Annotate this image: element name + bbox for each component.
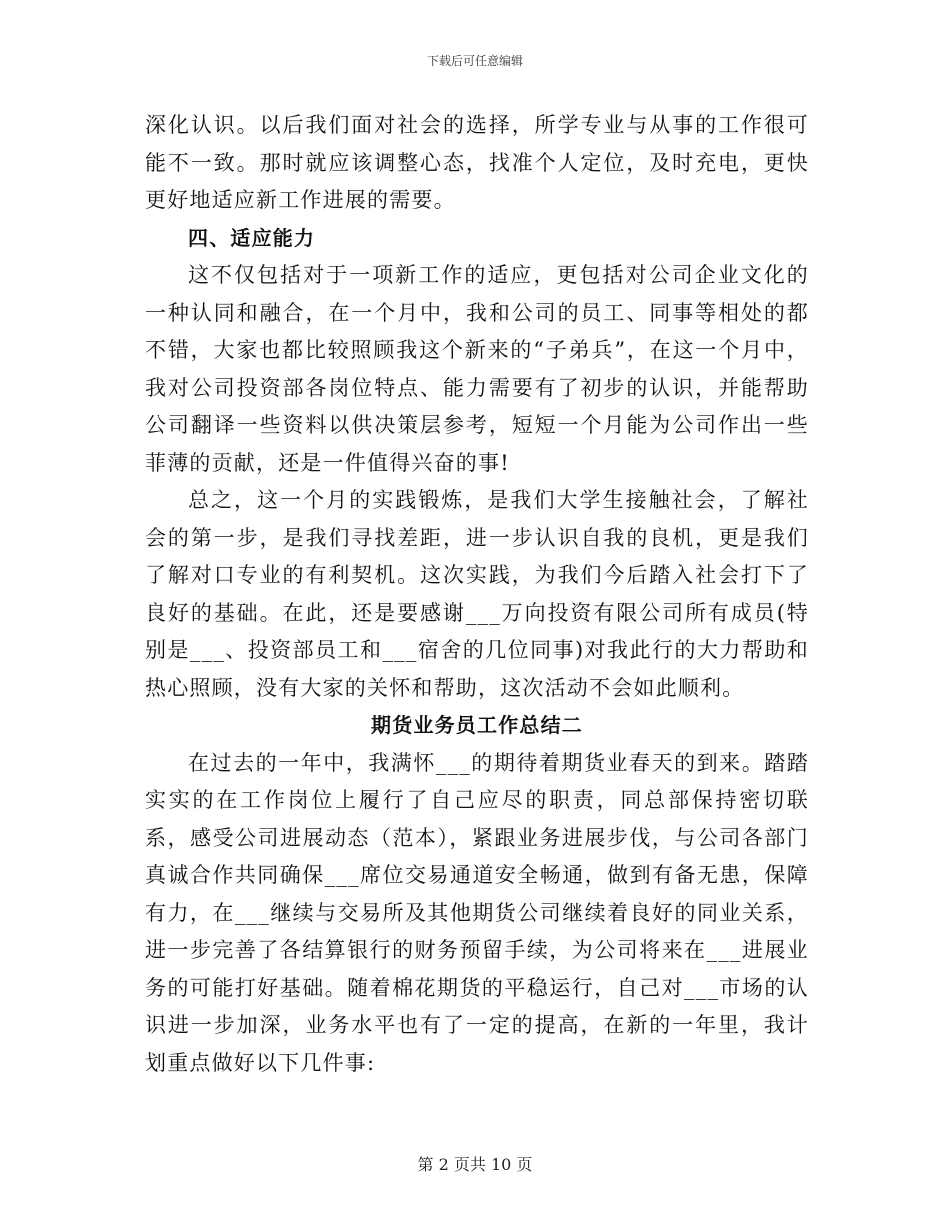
section-title-futures-summary: 期货业务员工作总结二 [371, 713, 583, 737]
paragraph-futures-work: 在过去的一年中，我满怀___的期待着期货业春天的到来。踏踏实实的在工作岗位上履行了自己应尽的职责，同总部保持密切联系，感受公司进展动态（范本），紧跟业务进展步伐，与公司各部门真诚合作共同确保___席位交易通道安全畅通，做到有备无患，保障有力，在___继续与交易所及其他期货公司继续着良好的同业关系，进一步完善了各结算银行的财务预留手续，为公司将来在___进展业务的可能打好基础。随着棉花期货的平稳运行，自己对___市场的认识进一步加深，业务水平也有了一定的提高，在新的一年里，我计划重点做好以下几件事: [145, 750, 809, 1075]
document-body [145, 107, 809, 1082]
section-heading-adaptability: 四、适应能力 [188, 225, 316, 250]
page-header: 下载后可任意编辑 [426, 54, 523, 68]
paragraph-summary: 总之，这一个月的实践锻炼，是我们大学生接触社会，了解社会的第一步，是我们寻找差距，进一步认识自我的良机，更是我们了解对口专业的有利契机。这次实践，为我们今后踏入社会打下了良好的基础。在此，还是要感谢___万向投资有限公司所有成员(特别是___、投资部员工和___宿舍的几位同事)对我此行的大力帮助和热心照顾，没有大家的关怀和帮助，这次活动不会如此顺利。 [145, 488, 809, 700]
page-number: 第 2 页共 10 页 [417, 1155, 533, 1174]
paragraph-continuation: 深化认识。以后我们面对社会的选择，所学专业与从事的工作很可能不一致。那时就应该调整心态，找准个人定位，及时充电，更快更好地适应新工作进展的需要。 [145, 113, 809, 212]
paragraph-adaptability: 这不仅包括对于一项新工作的适应，更包括对公司企业文化的一种认同和融合，在一个月中，我和公司的员工、同事等相处的都不错，大家也都比较照顾我这个新来的“子弟兵”，在这一个月中，我对公司投资部各岗位特点、能力需要有了初步的认识，并能帮助公司翻译一些资料以供决策层参考，短短一个月能为公司作出一些菲薄的贡献，还是一件值得兴奋的事! [145, 263, 809, 475]
